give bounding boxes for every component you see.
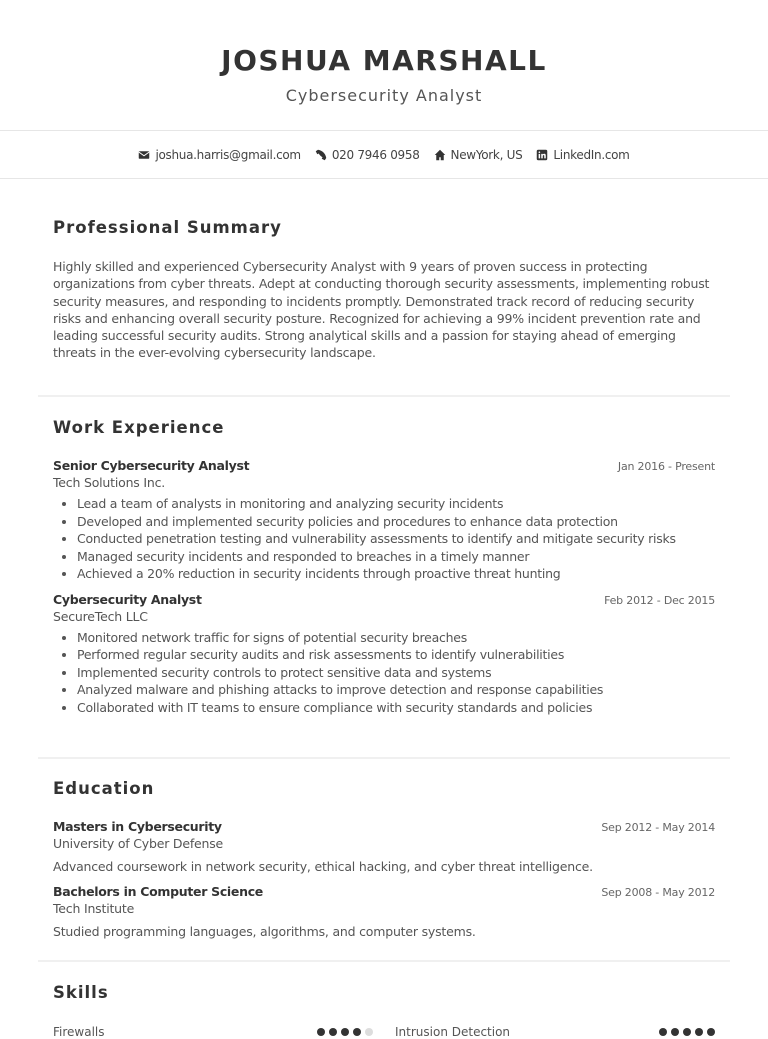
job-company: SecureTech LLC	[53, 608, 148, 624]
education-description: Studied programming languages, algorithms, and computer systems.	[53, 924, 476, 939]
summary-heading: Professional Summary	[53, 218, 282, 237]
section-divider	[38, 395, 730, 397]
skills-heading: Skills	[53, 983, 109, 1002]
education-dates: Sep 2008 - May 2012	[601, 886, 715, 899]
job-title: Senior Cybersecurity Analyst	[53, 458, 250, 473]
linkedin-icon	[536, 149, 548, 161]
contact-phone-text: 020 7946 0958	[331, 147, 420, 162]
job-bullet: • Monitored network traffic for signs of potential security breaches	[77, 629, 715, 647]
phone-icon	[315, 149, 327, 161]
school-name: University of Cyber Defense	[53, 836, 224, 851]
contact-location-text: NewYork, US	[450, 147, 523, 162]
school-name: Tech Institute	[53, 901, 135, 916]
experience-section	[53, 418, 715, 716]
skill-rating	[317, 1028, 373, 1036]
job-bullet: • Developed and implemented security policies and procedures to enhance data protection	[77, 513, 715, 531]
contact-phone[interactable]	[315, 148, 420, 162]
skills-section	[53, 983, 715, 1039]
contact-email-text: joshua.harris@gmail.com	[155, 147, 301, 162]
skill-name: Intrusion Detection	[395, 1025, 511, 1039]
job-bullet: • Analyzed malware and phishing attacks to improve detection and response capabilities	[77, 681, 715, 699]
job-company: Tech Solutions Inc.	[53, 475, 166, 490]
job-bullet: • Performed regular security audits and risk assessments to identify vulnerabilities	[77, 646, 715, 664]
education-entry	[53, 818, 715, 875]
candidate-name: JOSHUA MARSHALL	[221, 44, 547, 77]
contact-email[interactable]	[138, 148, 300, 162]
skills-row	[53, 1025, 715, 1039]
job-bullet: • Collaborated with IT teams to ensure compliance with security standards and policies	[77, 699, 715, 717]
contact-location	[434, 148, 523, 162]
education-dates: Sep 2012 - May 2014	[601, 821, 715, 834]
job-title: Cybersecurity Analyst	[53, 591, 202, 607]
contact-linkedin[interactable]	[536, 148, 629, 162]
education-entry	[53, 883, 715, 940]
home-icon	[434, 149, 446, 161]
job-bullets	[53, 495, 715, 583]
section-divider	[38, 960, 730, 962]
job-bullets	[53, 629, 715, 717]
skill-rating	[659, 1028, 715, 1036]
resume-header	[0, 0, 768, 130]
summary-text: Highly skilled and experienced Cybersecurity Analyst with 9 years of proven success in protecting organizations from cyber threats. Adept at conducting thorough security assessments, implementing robust security measures, and responding to incidents promptly. Demonstrated track record of reducing security risks and enhancing overall security posture. Recognized for achieving a 99% incident prevention rate and leading successful security audits. Strong analytical skills and a passion for staying ahead of emerging threats in the ever-evolving cybersecurity landscape.	[53, 259, 710, 361]
section-divider	[38, 757, 730, 759]
contact-bar	[0, 130, 768, 179]
job-bullet: • Implemented security controls to protect sensitive data and systems	[77, 664, 715, 682]
education-section	[53, 779, 715, 940]
skill-item	[395, 1025, 715, 1039]
experience-heading: Work Experience	[53, 418, 225, 437]
education-description: Advanced coursework in network security, ethical hacking, and cyber threat intelligence.	[53, 859, 593, 874]
job-dates: Feb 2012 - Dec 2015	[604, 593, 715, 607]
contact-linkedin-text: LinkedIn.com	[553, 147, 630, 162]
degree-title: Masters in Cybersecurity	[53, 819, 222, 834]
job-bullet: • Achieved a 20% reduction in security incidents through proactive threat hunting	[77, 565, 715, 583]
education-heading: Education	[53, 779, 155, 798]
skill-item	[53, 1025, 373, 1039]
job-entry	[53, 457, 715, 583]
skill-name: Firewalls	[53, 1025, 105, 1039]
degree-title: Bachelors in Computer Science	[53, 884, 263, 899]
job-dates: Jan 2016 - Present	[617, 460, 715, 473]
candidate-title: Cybersecurity Analyst	[285, 86, 483, 105]
job-bullet: • Managed security incidents and responded to breaches in a timely manner	[77, 548, 715, 566]
job-bullet: • Conducted penetration testing and vulnerability assessments to identify and mitigate security risks	[77, 530, 715, 548]
job-bullet: • Lead a team of analysts in monitoring and analyzing security incidents	[77, 495, 715, 513]
job-entry	[53, 591, 715, 717]
envelope-icon	[138, 149, 150, 161]
summary-section	[53, 218, 715, 362]
